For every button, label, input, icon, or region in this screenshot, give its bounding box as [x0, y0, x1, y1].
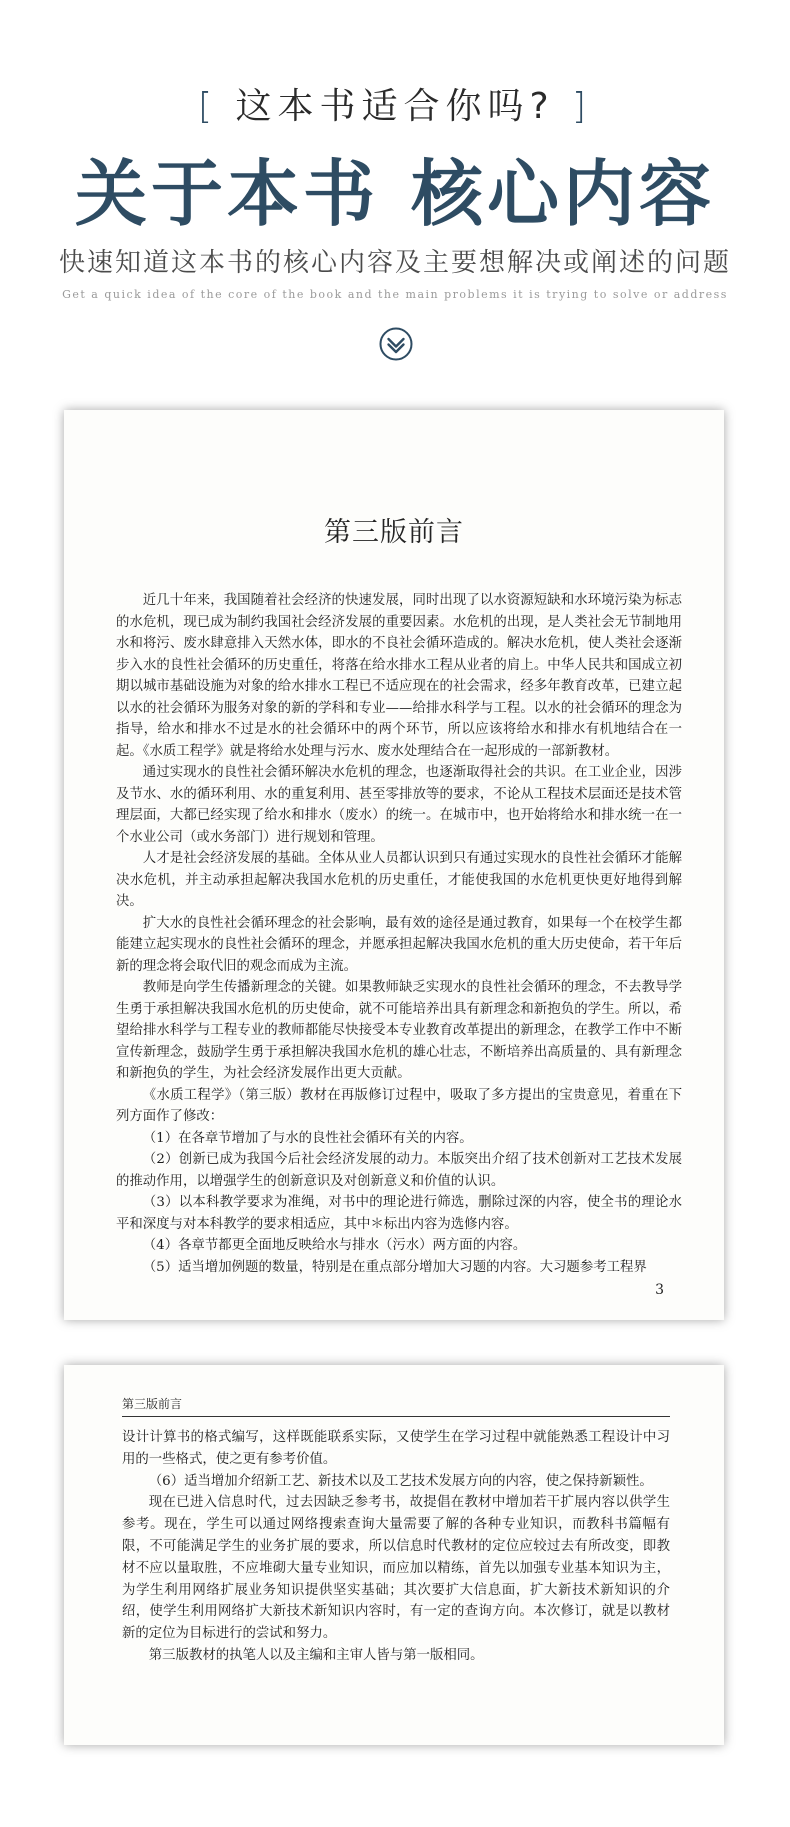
page-heading: 第三版前言 [324, 517, 464, 548]
list-item: （3）以本科教学要求为准绳，对书中的理论进行筛选，删除过深的内容，使全书的理论水平和深度与对本科教学的要求相适应，其中＊标出内容为选修内容。 [116, 1195, 682, 1232]
running-head: 第三版前言 [122, 1395, 670, 1417]
paragraph: 教师是向学生传播新理念的关键。如果教师缺乏实现水的良性社会循环的理念，不去教导学生勇于承担解决我国水危机的历史使命，就不可能培养出具有新理念和新抱负的学生。所以，希望给排水科学与工程专业的教师都能尽快接受本专业教育改革提出的新理念，在教学工作中不断宣传新理念，鼓励学生勇于承担解决我国水危机的雄心壮志，不断培养出高质量的、具有新理念和新抱负的学生，为社会经济发展作出更大贡献。 [116, 980, 682, 1081]
paragraph: 《水质工程学》（第三版）教材在再版修订过程中，吸取了多方提出的宝贵意见，着重在下列方面作了修改： [116, 1087, 682, 1124]
intro-header [0, 0, 790, 390]
list-item: （5）适当增加例题的数量，特别是在重点部分增加大习题的内容。大习题参考工程界 [142, 1259, 647, 1275]
list-item: （2）创新已成为我国今后社会经济发展的动力。本版突出介绍了技术创新对工艺技术发展的推动作用，以增强学生的创新意识及对创新意义和价值的认识。 [116, 1152, 682, 1189]
list-item: （4）各章节都更全面地反映给水与排水（污水）两方面的内容。 [142, 1238, 527, 1253]
section-tag-text: 这本书适合你吗? [235, 86, 555, 127]
section-tag [0, 78, 790, 129]
main-title [0, 136, 790, 240]
paragraph: 现在已进入信息时代，过去因缺乏参考书，故提倡在教材中增加若干扩展内容以供学生参考。现在，学生可以通过网络搜索查询大量需要了解的各种专业知识，而教科书篇幅有限，不可能满足学生的业务扩展的要求，所以信息时代教材的定位应较过去有所改变，即教材不应以量取胜，不应堆砌大量专业知识，而应加以精练，首先以加强专业基本知识为主，为学生利用网络扩展业务知识提供坚实基础；其次要扩大信息面，扩大新技术新知识的介绍，使学生利用网络扩大新技术新知识内容时，有一定的查询方向。本次修订，就是以教材新的定位为目标进行的尝试和努力。 [122, 1495, 670, 1642]
chevron-down-circle-icon [378, 326, 414, 362]
paragraph: 第三版教材的执笔人以及主编和主审人皆与第一版相同。 [148, 1647, 484, 1663]
main-title-part2: 核心内容 [411, 151, 716, 236]
paragraph: 通过实现水的良性社会循环解决水危机的理念，也逐渐取得社会的共识。在工业企业，因涉及节水、水的循环利用、水的重复利用、甚至零排放等的要求，不论从工程技术层面还是技术管理层面，大都已经实现了给水和排水（废水）的统一。在城市中，也开始将给水和排水统一在一个水业公司（或水务部门）进行规划和管理。 [116, 765, 682, 845]
bracket-left: [ [197, 86, 218, 127]
page-number: 3 [655, 1282, 664, 1298]
list-item: （6）适当增加介绍新工艺、新技术以及工艺技术发展方向的内容，使之保持新颖性。 [148, 1473, 653, 1489]
paragraph-continuation: 设计计算书的格式编写，这样既能联系实际，又使学生在学习过程中就能熟悉工程设计中习用的一些格式，使之更有参考价值。 [122, 1430, 670, 1467]
bracket-right: ] [572, 86, 593, 127]
paragraph: 扩大水的良性社会循环理念的社会影响，最有效的途径是通过教育，如果每一个在校学生都能建立起实现水的良性社会循环的理念，并愿承担起解决我国水危机的重大历史使命，若干年后新的理念将会取代旧的观念而成为主流。 [116, 915, 682, 974]
book-page-scan-2 [64, 1365, 724, 1745]
page-body [122, 1427, 670, 1667]
paragraph: 近几十年来，我国随着社会经济的快速发展，同时出现了以水资源短缺和水环境污染为标志的水危机，现已成为制约我国社会经济发展的重要因素。水危机的出现，是人类社会无节制地用水和将污、废水肆意排入天然水体，即水的不良社会循环造成的。解决水危机，使人类社会逐渐步入水的良性社会循环的历史重任，将落在给水排水工程从业者的肩上。中华人民共和国成立初期以城市基础设施为对象的给水排水工程已不适应现在的社会需求，经多年教育改革，已建立起以水的社会循环为服务对象的新的学科和专业——给排水科学与工程。以水的社会循环的理念为指导，给水和排水不过是水的社会循环中的两个环节，所以应该将给水和排水有机地结合在一起。《水质工程学》就是将给水处理与污水、废水处理结合在一起形成的一部新教材。 [116, 593, 682, 759]
list-item: （1）在各章节增加了与水的良性社会循环有关的内容。 [142, 1130, 473, 1146]
main-title-part1: 关于本书 [74, 151, 379, 236]
page-body [116, 590, 682, 1278]
paragraph: 人才是社会经济发展的基础。全体从业人员都认识到只有通过实现水的良性社会循环才能解决水危机，并主动承担起解决我国水危机的历史重任，才能使我国的水危机更快更好地得到解决。 [116, 851, 682, 909]
subtitle: 快速知道这本书的核心内容及主要想解决或阐述的问题 [58, 248, 731, 278]
subtitle-english: Get a quick idea of the core of the book and the main problems it is trying to solve or address [62, 288, 728, 301]
book-page-scan-1 [64, 410, 724, 1320]
